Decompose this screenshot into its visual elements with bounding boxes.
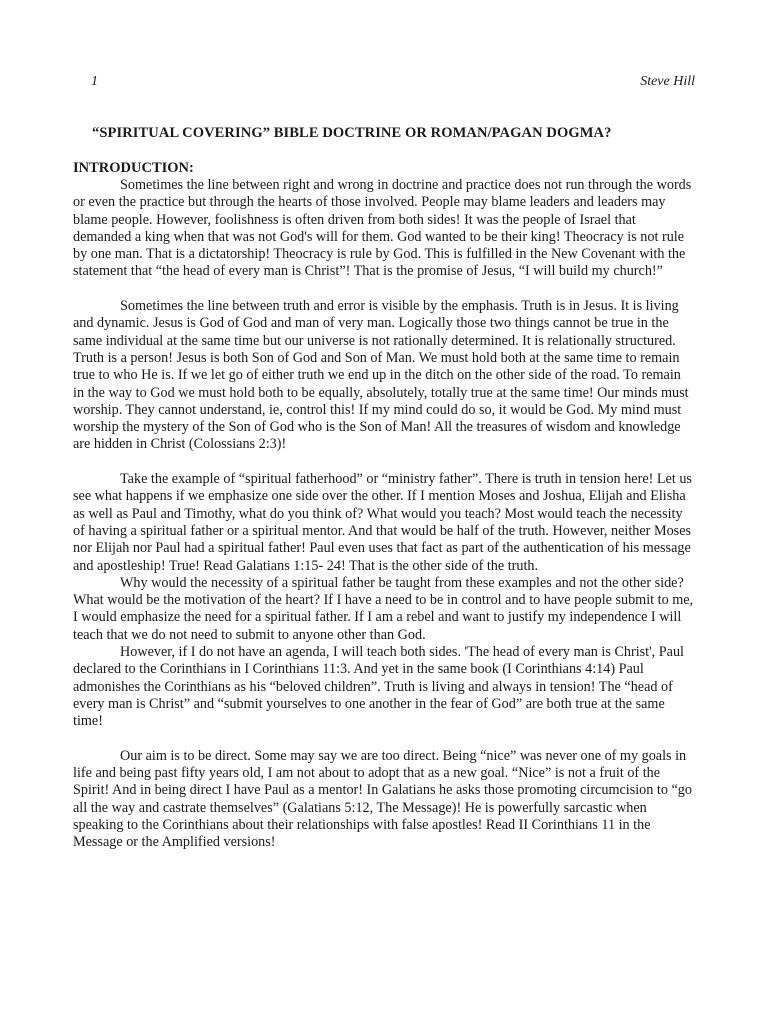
paragraph: Our aim is to be direct. Some may say we are too direct. Being “nice” was never one of my goals in life and being past fifty years old, I am not about to adopt that as a new goal. “Nice” is not a fruit of the Spirit! And in being direct I have Paul as a mentor! In Galatians he asks those promoting circumcision to “go all the way and castrate themselves” (Galatians 5:12, The Message)! He is powerfully sarcastic when speaking to the Corinthians about their relationships with false apostles! Read II Corinthians 11 in the Message or the Amplified versions! (73, 747, 692, 851)
paragraph: Sometimes the line between right and wrong in doctrine and practice does not run through the words or even the practice but through the hearts of those involved. People may blame leaders and leaders may blame people. However, foolishness is often driven from both sides! It was the people of Israel that demanded a king when that was not God's will for them. God wanted to be their king! Theocracy is not rule by one man. That is a dictatorship! Theocracy is rule by God. This is fulfilled in the New Covenant with the statement that “the head of every man is Christ”! That is the promise of Jesus, “I will build my church!” (73, 177, 692, 280)
paragraph: Take the example of “spiritual fatherhood” or “ministry father”. There is truth in tension here! Let us see what happens if we emphasize one side over the other. If I mention Moses and Joshua, Elijah and Elisha as well as Paul and Timothy, what do you think of? What would you teach? Most would teach the necessity of having a spiritual father or a spiritual mentor. And that would be half of the truth. However, neither Moses nor Elijah nor Paul had a spiritual father! Paul even uses that fact as part of the authentication of his message and apostleship! True! Read Galatians 1:15- 24! That is the other side of the truth. (73, 471, 692, 574)
paragraph: Why would the necessity of a spiritual father be taught from these examples and not the other side? What would be the motivation of the heart? If I have a need to be in control and to have people submit to me, I would emphasize the need for a spiritual father. If I am a rebel and want to justify my independence I will teach that we do not need to submit to anyone other than God. (73, 574, 694, 643)
paragraph: Sometimes the line between truth and error is visible by the emphasis. Truth is in Jesus. It is living and dynamic. Jesus is God of God and man of very man. Logically those two things cannot be true in the same individual at the same time but our universe is not rationally determined. It is relationally structured. Truth is a person! Jesus is both Son of God and Son of Man. We must hold both at the same time to remain true to who He is. If we let go of either truth we end up in the ditch on the other side of the road. To remain in the way to God we must hold both to be equally, absolutely, totally true at the same time! Our minds must worship. They cannot understand, ie, control this! If my mind could do so, it would be God. My mind must worship the mystery of the Son of God who is the Son of Man! All the treasures of wisdom and knowledge are hidden in Christ (Colossians 2:3)! (73, 298, 689, 453)
paragraph: However, if I do not have an agenda, I will teach both sides. 'The head of every man is Christ', Paul declared to the Corinthians in I Corinthians 11:3. And yet in the same book (I Corinthians 4:14) Paul admonishes the Corinthians as his “beloved children”. Truth is living and always in tension! The “head of every man is Christ” and “submit yourselves to one another in the fear of God” are both true at the same time! (73, 644, 685, 730)
section-heading-introduction: INTRODUCTION: (73, 160, 194, 176)
body-text (73, 177, 695, 852)
page-header (91, 72, 695, 92)
page-number: 1 (91, 74, 98, 89)
author-name: Steve Hill (640, 74, 695, 89)
document-title: “SPIRITUAL COVERING” BIBLE DOCTRINE OR ROMAN/PAGAN DOGMA? (92, 125, 612, 141)
